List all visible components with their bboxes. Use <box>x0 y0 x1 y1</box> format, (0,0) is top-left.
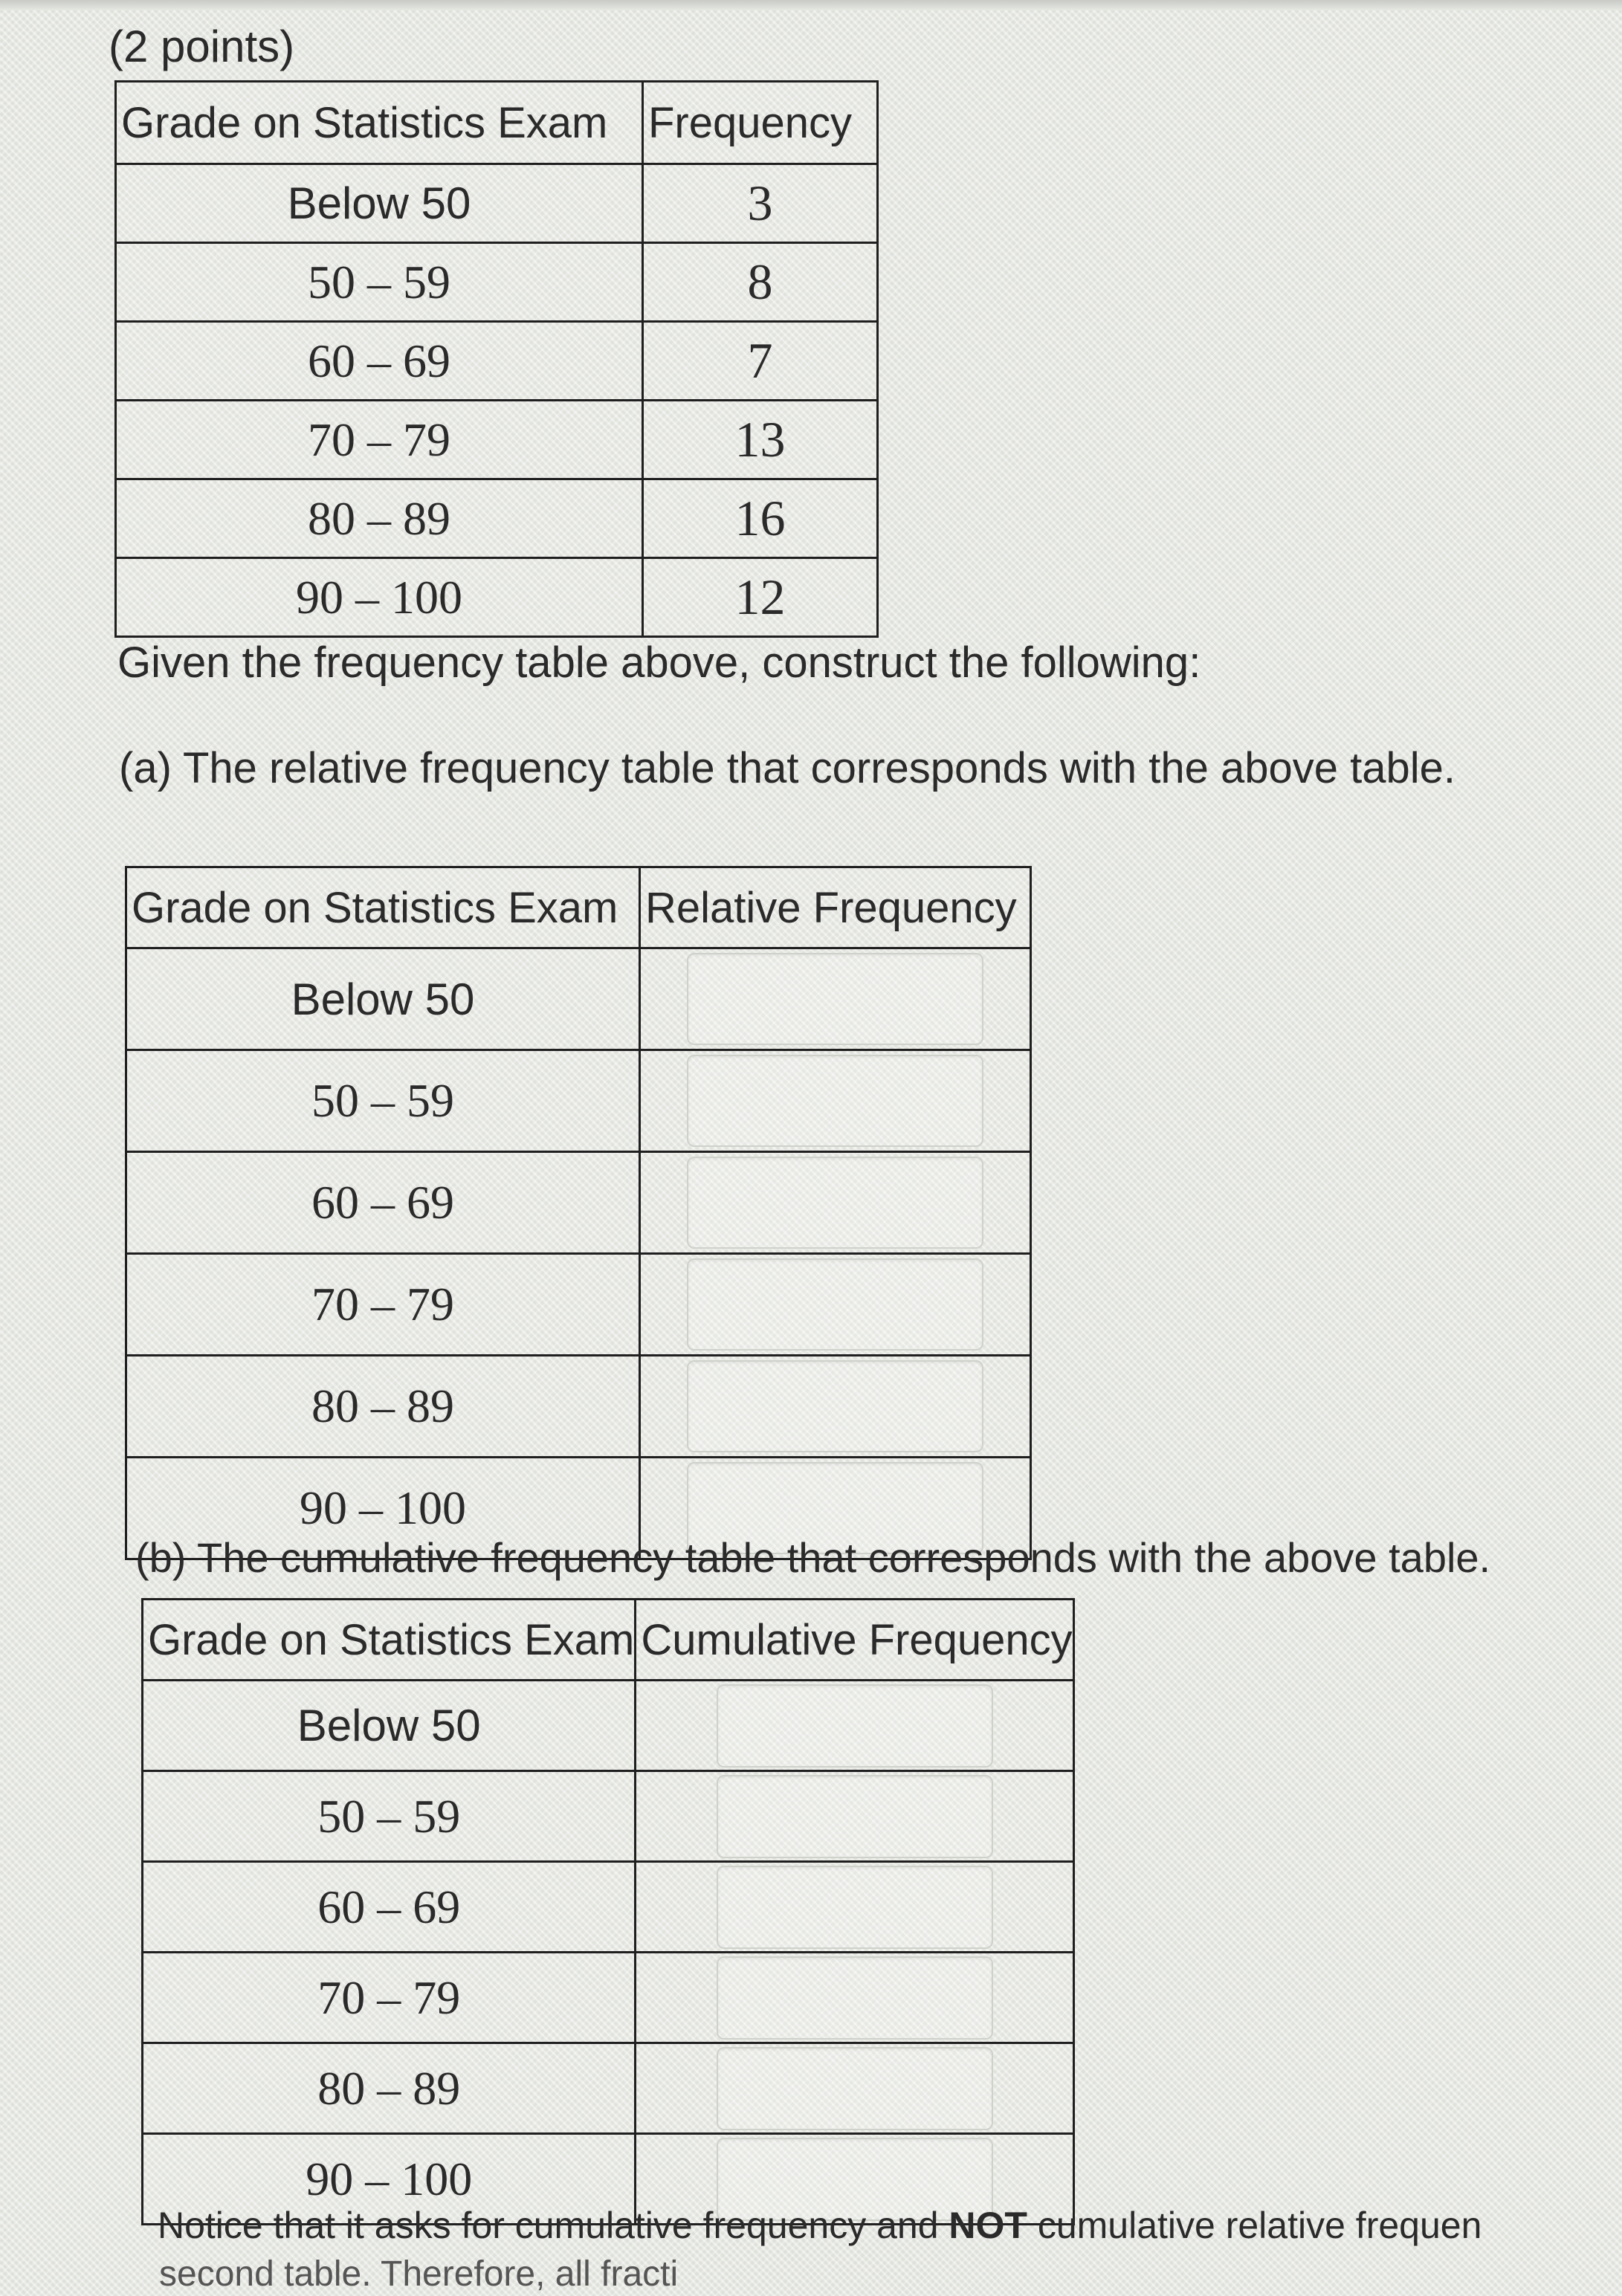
grade-range-cell: Below 50 <box>143 1681 636 1771</box>
answer-cell <box>636 1771 1073 1862</box>
table-row <box>143 1771 1074 1862</box>
frequency-cell: 3 <box>643 164 878 243</box>
answer-cell <box>640 1254 1031 1356</box>
grade-range-cell: 50 – 59 <box>126 1050 640 1152</box>
frequency-cell: 8 <box>643 243 878 322</box>
grade-range-cell: 70 – 79 <box>116 401 643 479</box>
top-edge <box>0 0 1622 10</box>
column-header-relative-frequency: Relative Frequency <box>640 867 1031 948</box>
table-row <box>126 1152 1031 1254</box>
table-row <box>143 1862 1074 1953</box>
points-label: (2 points) <box>109 22 295 71</box>
answer-cell <box>636 1681 1073 1771</box>
notice-second-line: second table. Therefore, all fracti <box>159 2254 679 2294</box>
answer-cell <box>636 1953 1073 2043</box>
table-row <box>143 1681 1074 1771</box>
grade-range-cell: 50 – 59 <box>116 243 643 322</box>
part-a-prompt: (a) The relative frequency table that corresponds with the above table. <box>119 744 1455 792</box>
column-header-grade: Grade on Statistics Exam <box>126 867 640 948</box>
table-row <box>116 164 878 243</box>
answer-cell <box>640 1152 1031 1254</box>
table-row <box>116 243 878 322</box>
column-header-grade: Grade on Statistics Exam <box>143 1600 636 1681</box>
frequency-table <box>114 80 879 638</box>
relative-frequency-input[interactable] <box>687 953 983 1045</box>
table-row <box>116 401 878 479</box>
frequency-cell: 7 <box>643 322 878 401</box>
cumulative-frequency-table <box>141 1598 1075 2225</box>
column-header-cumulative-frequency: Cumulative Frequency <box>636 1600 1073 1681</box>
table-header-row <box>116 82 878 164</box>
table-row <box>143 1953 1074 2043</box>
column-header-grade: Grade on Statistics Exam <box>116 82 643 164</box>
answer-cell <box>640 1050 1031 1152</box>
table-row <box>126 1356 1031 1458</box>
relative-frequency-input[interactable] <box>687 1055 983 1147</box>
grade-range-cell: 90 – 100 <box>116 558 643 637</box>
grade-range-cell: 60 – 69 <box>143 1862 636 1953</box>
relative-frequency-table <box>125 866 1032 1560</box>
column-header-frequency: Frequency <box>643 82 878 164</box>
notice-emphasis: NOT <box>949 2205 1027 2246</box>
grade-range-cell: 90 – 100 <box>143 2134 636 2225</box>
grade-range-cell: 60 – 69 <box>116 322 643 401</box>
answer-cell <box>636 2043 1073 2134</box>
table-row <box>126 948 1031 1050</box>
grade-range-cell: 80 – 89 <box>126 1356 640 1458</box>
table-header-row <box>126 867 1031 948</box>
answer-cell <box>640 948 1031 1050</box>
cumulative-frequency-input[interactable] <box>717 1866 993 1949</box>
grade-range-cell: 50 – 59 <box>143 1771 636 1862</box>
table-row <box>126 1050 1031 1152</box>
frequency-cell: 12 <box>643 558 878 637</box>
notice-text-after: cumulative relative frequen <box>1027 2205 1482 2246</box>
table-row <box>143 2043 1074 2134</box>
grade-range-cell: 90 – 100 <box>126 1458 640 1559</box>
frequency-cell: 13 <box>643 401 878 479</box>
table-row <box>116 322 878 401</box>
notice-text <box>158 2204 1482 2247</box>
frequency-cell: 16 <box>643 479 878 558</box>
cumulative-frequency-input[interactable] <box>717 1956 993 2040</box>
table-header-row <box>143 1600 1074 1681</box>
cumulative-frequency-input[interactable] <box>717 1775 993 1858</box>
grade-range-cell: Below 50 <box>126 948 640 1050</box>
grade-range-cell: 80 – 89 <box>116 479 643 558</box>
relative-frequency-input[interactable] <box>687 1258 983 1351</box>
notice-text-before: Notice that it asks for cumulative frequency and <box>158 2205 949 2246</box>
answer-cell <box>636 1862 1073 1953</box>
grade-range-cell: 70 – 79 <box>126 1254 640 1356</box>
part-b-prompt: (b) The cumulative frequency table that corresponds with the above table. <box>135 1534 1491 1581</box>
cumulative-frequency-input[interactable] <box>717 1684 993 1768</box>
table-row <box>126 1254 1031 1356</box>
table-row <box>116 558 878 637</box>
grade-range-cell: 70 – 79 <box>143 1953 636 2043</box>
grade-range-cell: Below 50 <box>116 164 643 243</box>
cumulative-frequency-input[interactable] <box>717 2047 993 2130</box>
table-row <box>116 479 878 558</box>
grade-range-cell: 80 – 89 <box>143 2043 636 2134</box>
grade-range-cell: 60 – 69 <box>126 1152 640 1254</box>
answer-cell <box>640 1356 1031 1458</box>
relative-frequency-input[interactable] <box>687 1360 983 1452</box>
instructions-text: Given the frequency table above, construct the following: <box>117 638 1201 687</box>
relative-frequency-input[interactable] <box>687 1157 983 1249</box>
